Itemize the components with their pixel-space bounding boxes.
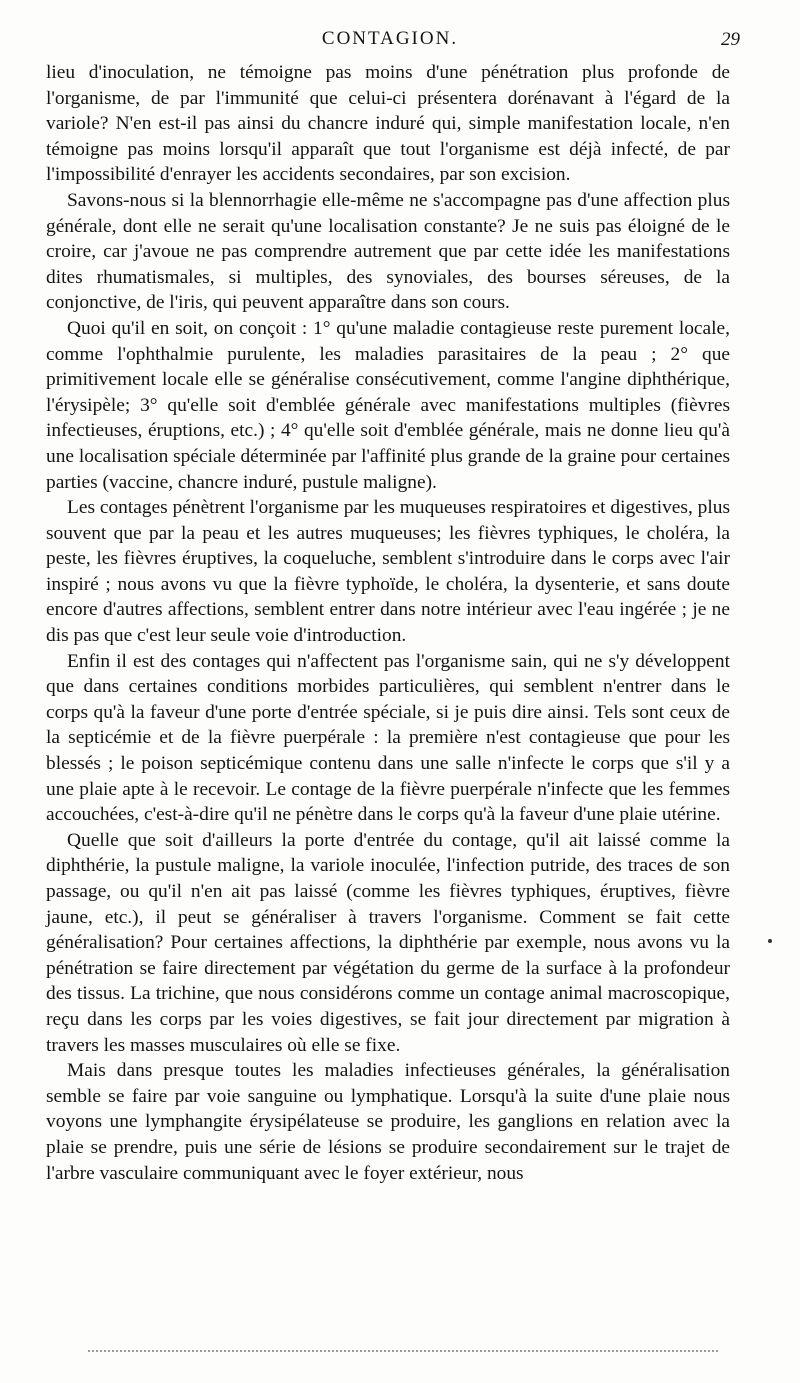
running-title: CONTAGION. — [321, 28, 459, 49]
paragraph-contages-speciaux: Enfin il est des contages qui n'affectent pas l'organisme sain, qui ne s'y développent que dans certaines conditions morbides particulières, qui semblent n'entrer dans le corps qu'à la faveur d'une porte d'entrée spéciale, si je puis dire ainsi. Tels sont ceux de la septicémie et de la fièvre puerpérale : la première n'est contagieuse que pour les blessés ; le poison septicémique contenu dans une salle n'infecte le corps que s'il y a une plaie apte à le recevoir. Le contage de la fièvre puerpérale n'infecte que les femmes accouchées, c'est-à-dire qu'il ne pénètre dans le corps qu'à la faveur d'une plaie utérine. — [46, 650, 730, 826]
paragraph-blennorrhagie: Savons-nous si la blennorrhagie elle-même ne s'accompagne pas d'une affection plus générale, dont elle ne serait qu'une localisation constante? Je ne suis pas éloigné de le croire, car j'avoue ne pas comprendre autrement que par cette idée les manifestations dites rhumatismales, si multiples, des synoviales, des bourses séreuses, de la conjonctive, de l'iris, qui peuvent apparaître dans son cours. — [46, 189, 730, 314]
footer-rule — [88, 1350, 718, 1352]
paragraph-continued: lieu d'inoculation, ne témoigne pas moins d'une pénétration plus profonde de l'organisme, de par l'immunité que celui-ci présentera dorénavant à l'égard de la variole? N'en est-il pas ainsi du chancre induré qui, simple manifestation locale, n'en témoigne pas moins lorsqu'il apparaît que tout l'organisme est déjà infecté, de par l'impossibilité d'enrayer les accidents secondaires, par son excision. — [46, 62, 730, 186]
page-number: 29 — [721, 29, 740, 50]
stray-ink-dot — [768, 939, 772, 943]
body-text — [46, 60, 730, 1186]
paragraph-generalisation: Quelle que soit d'ailleurs la porte d'entrée du contage, qu'il ait laissé comme la diphthérie, la pustule maligne, la variole inoculée, l'infection putride, des traces de son passage, ou qu'il n'en ait pas laissé (comme les fièvres typhiques, éruptives, fièvre jaune, etc.), il peut se généraliser à travers l'organisme. Comment se fait cette généralisation? Pour certaines affections, la diphthérie par exemple, nous avons vu la pénétration se faire directement par végétation du germe de la surface à la profondeur des tissus. La trichine, que nous considérons comme un contage animal macroscopique, reçu dans les corps par les voies digestives, se fait jour directement par migration à travers les masses musculaires où elle se fixe. — [46, 829, 730, 1056]
paragraph-classification: Quoi qu'il en soit, on conçoit : 1° qu'une maladie contagieuse reste purement locale, comme l'ophthalmie purulente, les maladies parasitaires de la peau ; 2° que primitivement locale elle se généralise consécutivement, comme l'angine diphthérique, l'érysipèle; 3° qu'elle soit d'emblée générale avec manifestations multiples (fièvres infectieuses, éruptions, etc.) ; 4° qu'elle soit d'emblée générale, mais ne donne lieu qu'à une localisation spéciale déterminée par l'affinité plus grande de la graine pour certaines parties (vaccine, chancre induré, pustule maligne). — [46, 317, 730, 493]
running-head — [40, 28, 740, 54]
paragraph-voies-entree: Les contages pénètrent l'organisme par les muqueuses respiratoires et digestives, plus souvent que par la peau et les autres muqueuses; les fièvres typhiques, le choléra, la peste, les fièvres éruptives, la coqueluche, semblent s'introduire dans le corps avec l'air inspiré ; nous avons vu que la fièvre typhoïde, le choléra, la dysenterie, et sans doute encore d'autres affections, semblent entrer dans notre intérieur avec l'eau ingérée ; je ne dis pas que c'est leur seule voie d'introduction. — [46, 497, 730, 647]
paragraph-voie-sanguine: Mais dans presque toutes les maladies infectieuses générales, la généralisation semble se faire par voie sanguine ou lymphatique. Lorsqu'à la suite d'une plaie nous voyons une lymphangite érysipélateuse se produire, les ganglions en relation avec la plaie se prendre, puis une série de lésions se produire secondairement sur le trajet de l'arbre vasculaire communiquant avec le foyer extérieur, nous — [46, 1060, 730, 1184]
